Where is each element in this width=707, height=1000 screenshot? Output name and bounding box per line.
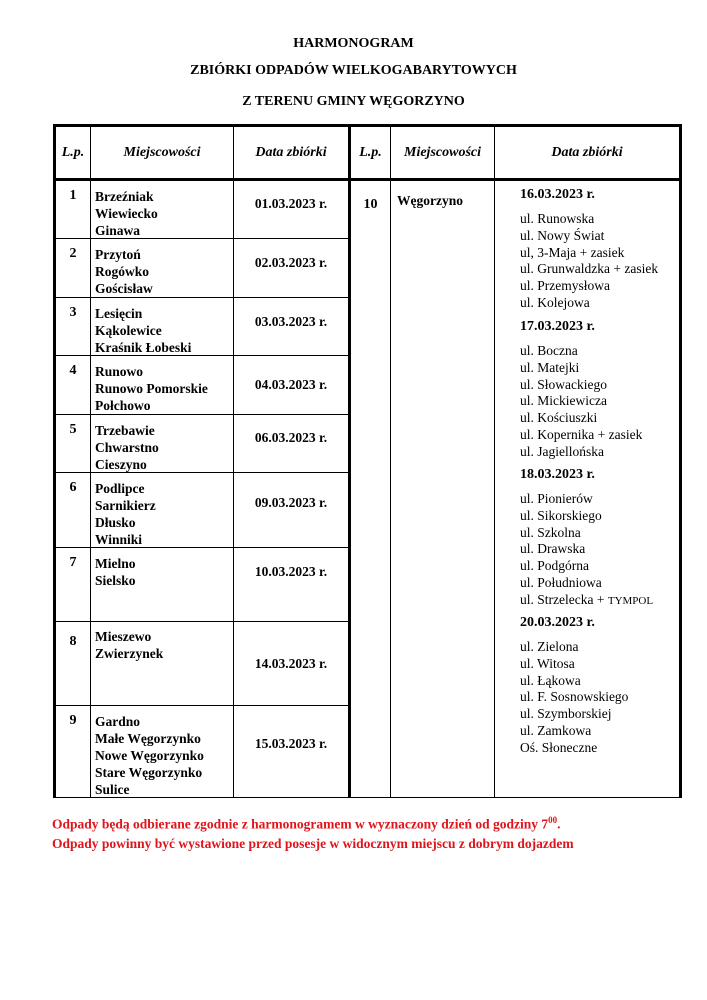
header-date-left: Data zbiórki <box>255 145 327 160</box>
group-3-streets: ul. Pionierów ul. Sikorskiego ul. Szkolna ul. Drawska ul. Podgórna ul. Południowa ul. Strzelecka + TYMPOL <box>520 491 654 607</box>
header-lp-left: L.p. <box>61 145 85 160</box>
row-2-places: Przytoń Rogówko Gościsław <box>95 247 153 296</box>
row-8-date: 14.03.2023 r. <box>254 656 328 671</box>
row-3-places: Lesięcin Kąkolewice Kraśnik Łobeski <box>95 306 192 355</box>
group-3-date: 18.03.2023 r. <box>520 467 595 482</box>
group-1-streets: ul. Runowska ul. Nowy Świat ul, 3-Maja + zasiek ul. Grunwaldzka + zasiek ul. Przemysłowa ul. Kolejowa <box>520 211 659 310</box>
title-line-3: Z TERENU GMINY WĘGORZYNO <box>242 94 465 109</box>
row-5-lp: 5 <box>69 422 77 437</box>
title-line-1: HARMONOGRAM <box>293 36 414 51</box>
group-1-date: 16.03.2023 r. <box>520 187 595 202</box>
row-3-date: 03.03.2023 r. <box>254 314 328 329</box>
row-1-lp: 1 <box>69 188 77 203</box>
note-line-2: Odpady powinny być wystawione przed posesje w widocznym miejscu z dobrym dojazdem <box>52 835 574 851</box>
row-8-lp: 8 <box>69 634 77 649</box>
row-6-lp: 6 <box>69 480 77 495</box>
group-2-date: 17.03.2023 r. <box>520 319 595 334</box>
group-4-streets: ul. Zielona ul. Witosa ul. Łąkowa ul. F. Sosnowskiego ul. Szymborskiej ul. Zamkowa Oś. Słoneczne <box>520 639 629 755</box>
group-4-date: 20.03.2023 r. <box>520 615 595 630</box>
row-5-date: 06.03.2023 r. <box>254 430 328 445</box>
group-2-streets: ul. Boczna ul. Matejki ul. Słowackiego ul. Mickiewicza ul. Kościuszki ul. Kopernika + zasiek ul. Jagiellońska <box>520 343 643 459</box>
notes <box>52 811 574 853</box>
row-1-date: 01.03.2023 r. <box>254 196 328 211</box>
row-4-places: Runowo Runowo Pomorskie Połchowo <box>95 364 208 413</box>
row-9-lp: 9 <box>69 713 77 728</box>
row-1-places: Brzeźniak Wiewiecko Ginawa <box>95 189 158 238</box>
row-7-lp: 7 <box>69 555 77 570</box>
row-2-date: 02.03.2023 r. <box>254 255 328 270</box>
row-5-places: Trzebawie Chwarstno Cieszyno <box>95 423 159 472</box>
row-7-date: 10.03.2023 r. <box>254 564 328 579</box>
row-10-place: Węgorzyno <box>397 193 463 208</box>
row-10-lp: 10 <box>363 197 378 212</box>
row-8-places: Mieszewo Zwierzynek <box>95 629 164 661</box>
header-places-right: Miejscowości <box>404 145 481 160</box>
row-4-lp: 4 <box>69 363 77 378</box>
row-3-lp: 3 <box>69 305 77 320</box>
row-9-places: Gardno Małe Węgorzynko Nowe Węgorzynko Stare Węgorzynko Sulice <box>95 714 204 797</box>
header-date-right: Data zbiórki <box>551 145 623 160</box>
row-6-date: 09.03.2023 r. <box>254 495 328 510</box>
row-4-date: 04.03.2023 r. <box>254 377 328 392</box>
header-places-left: Miejscowości <box>123 145 201 160</box>
row-6-places: Podlipce Sarnikierz Dłusko Winniki <box>95 481 156 547</box>
row-7-places: Mielno Sielsko <box>95 556 136 588</box>
title-line-2: ZBIÓRKI ODPADÓW WIELKOGABARYTOWYCH <box>190 63 517 78</box>
note-line-1: Odpady będą odbierane zgodnie z harmonogramem w wyznaczony dzień od godziny $7^{00}$. <box>52 815 561 832</box>
row-2-lp: 2 <box>69 246 77 261</box>
row-9-date: 15.03.2023 r. <box>254 736 328 751</box>
header-lp-right: L.p. <box>359 145 382 160</box>
